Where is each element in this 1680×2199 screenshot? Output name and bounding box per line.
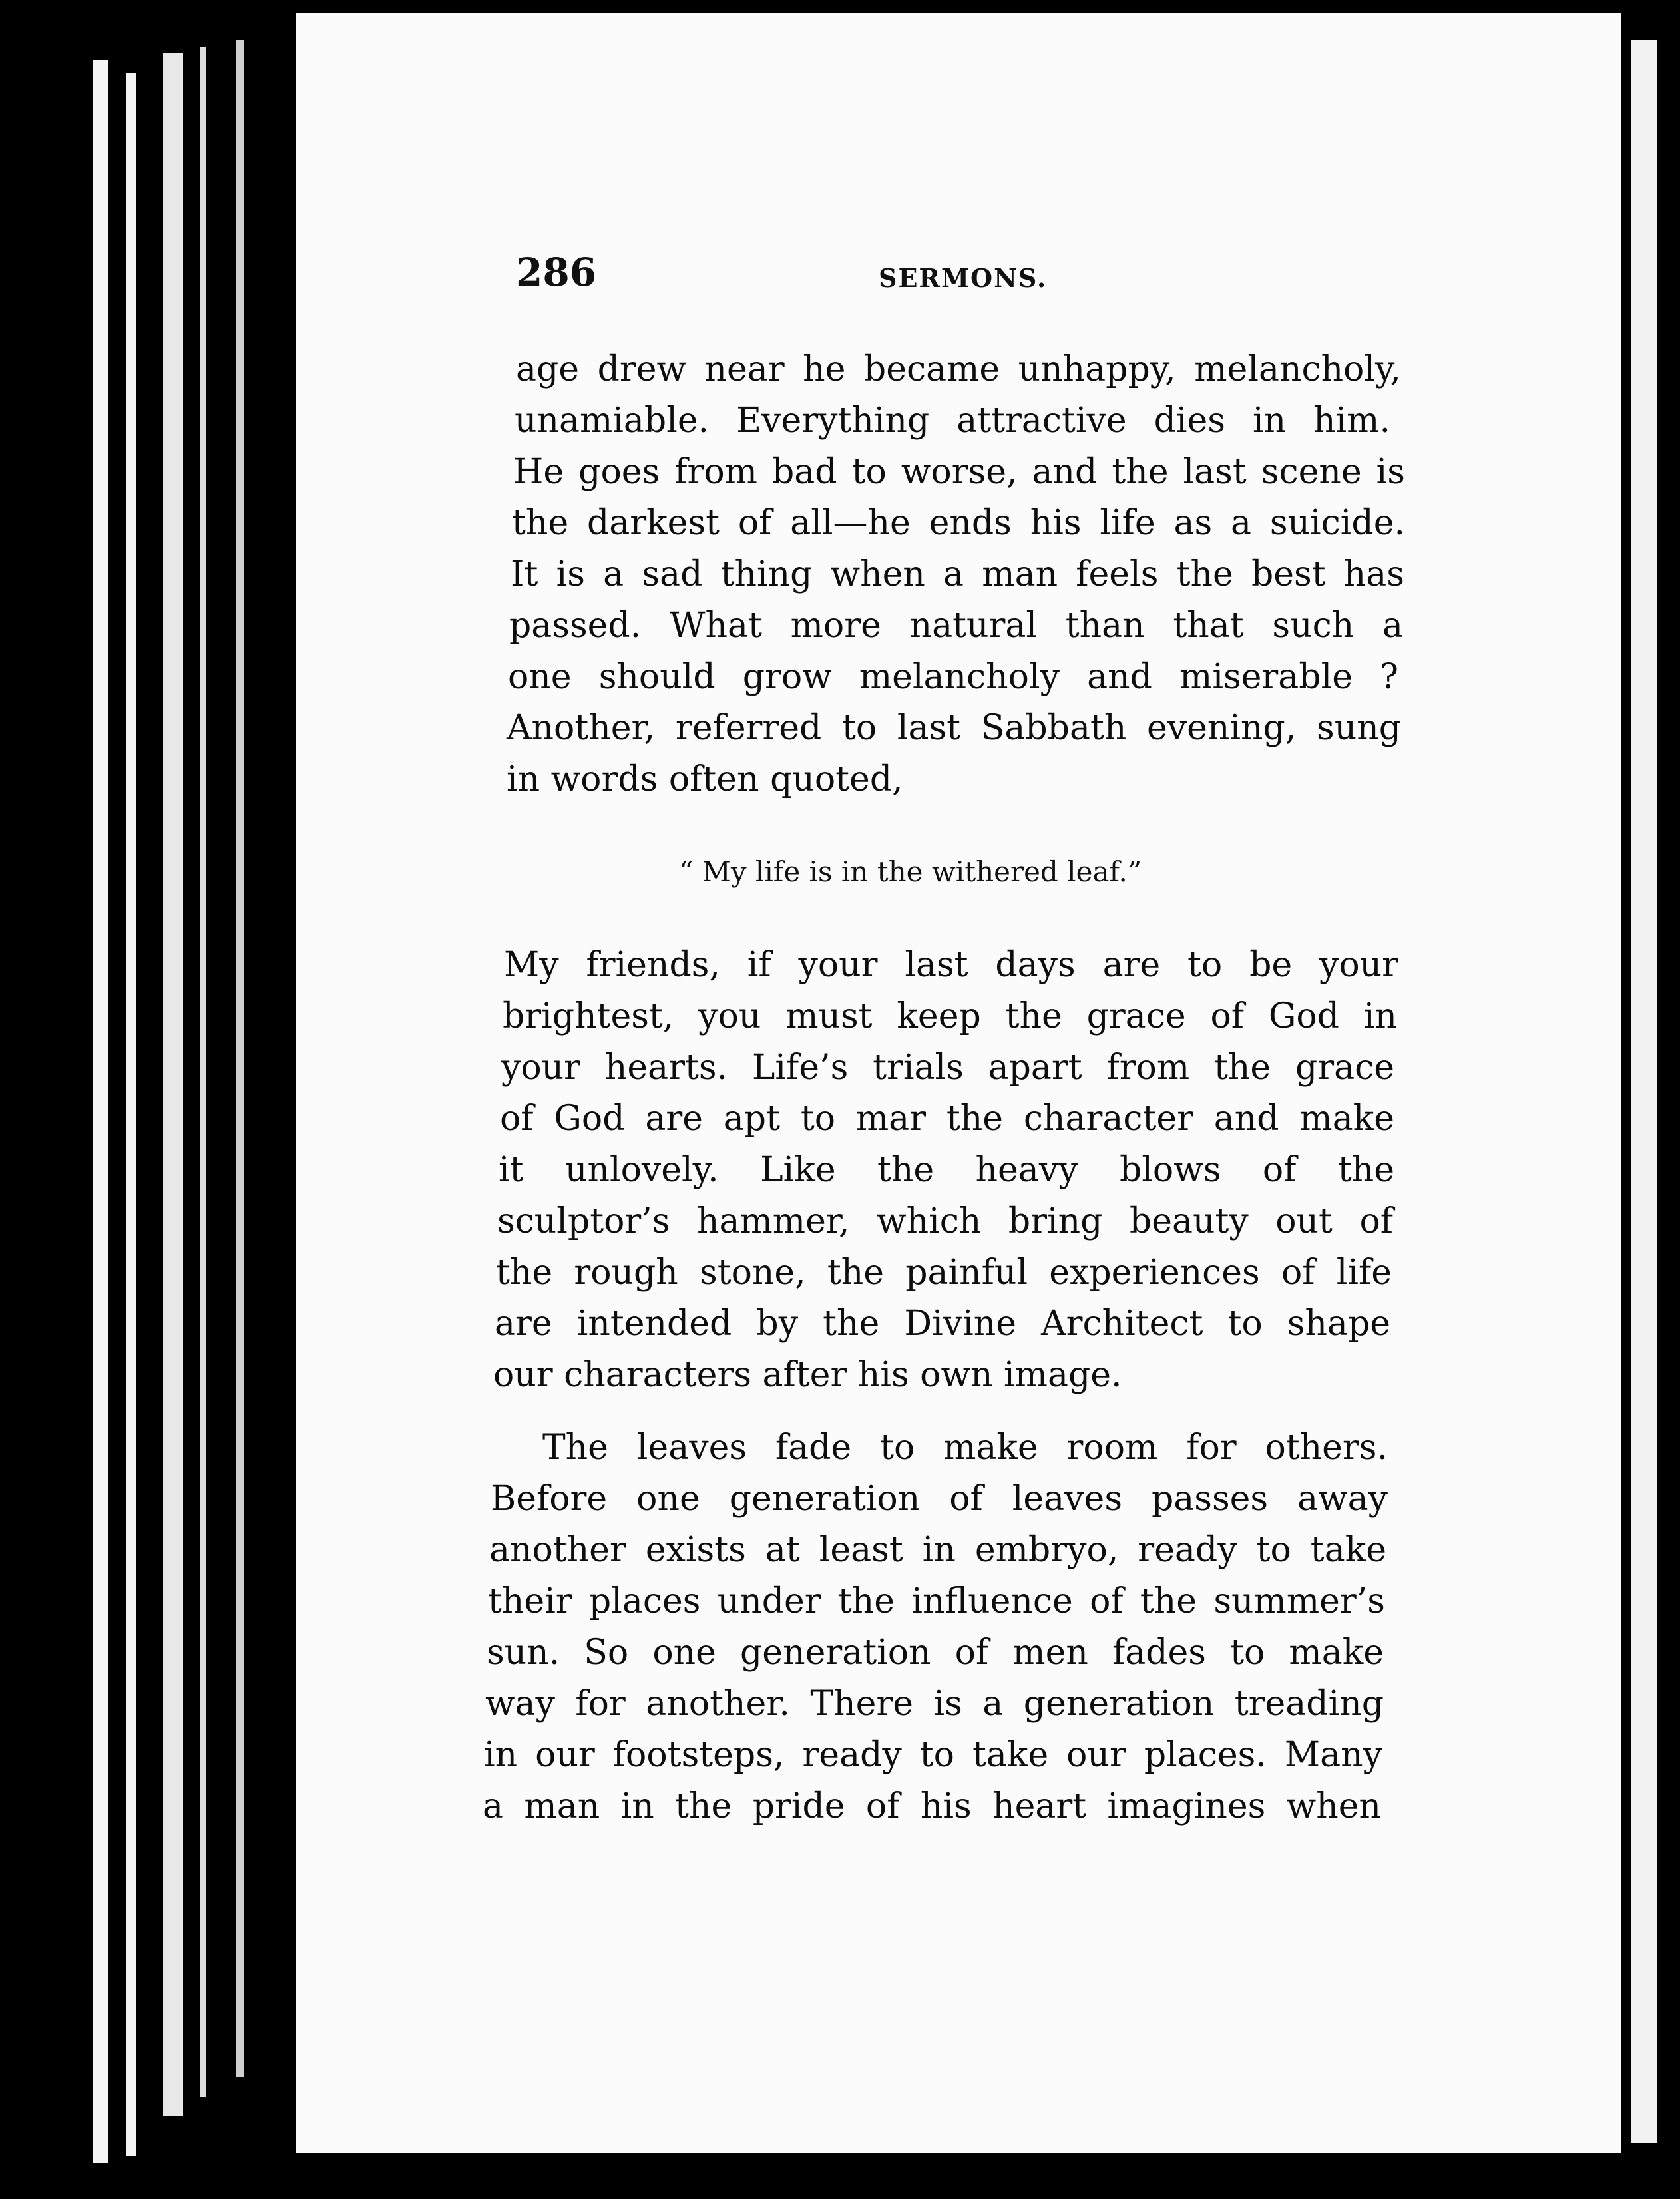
text-line: it unlovely. Like the heavy blows of the xyxy=(499,1150,1394,1190)
text-line: My friends, if your last days are to be your xyxy=(504,945,1398,985)
text-line: in our footsteps, ready to take our places. Many xyxy=(484,1735,1382,1775)
text-line: the rough stone, the painful experiences of life xyxy=(496,1253,1392,1293)
text-line: are intended by the Divine Architect to shape xyxy=(495,1304,1390,1344)
text-line: the darkest of all—he ends his life as a suicide. xyxy=(512,503,1405,543)
text-line: brightest, you must keep the grace of God in xyxy=(503,996,1397,1036)
text-line: of God are apt to mar the character and make xyxy=(500,1099,1394,1139)
quotation: “ My life is in the withered leaf.” xyxy=(679,855,1142,888)
page-edge xyxy=(200,47,206,2097)
text-line: way for another. There is a generation treading xyxy=(485,1684,1384,1724)
page-edge xyxy=(163,53,183,2116)
facing-page-edge xyxy=(1631,40,1657,2143)
text-line: passed. What more natural than that such a xyxy=(509,606,1403,646)
text-line: Before one generation of leaves passes away xyxy=(491,1479,1388,1519)
text-line: one should grow melancholy and miserable ? xyxy=(508,657,1398,697)
text-line: unamiable. Everything attractive dies in him. xyxy=(515,401,1390,441)
text-line: in words often quoted, xyxy=(507,759,903,799)
page-edge xyxy=(126,73,136,2156)
text-line: our characters after his own image. xyxy=(493,1355,1122,1395)
page-edge xyxy=(236,40,244,2077)
text-line: their places under the influence of the summer’s xyxy=(488,1581,1385,1621)
text-line: It is a sad thing when a man feels the best has xyxy=(511,554,1404,594)
body-text xyxy=(296,13,1621,2153)
text-line: The leaves fade to make room for others. xyxy=(542,1428,1388,1468)
text-line: sculptor’s hammer, which bring beauty out of xyxy=(497,1201,1393,1241)
text-line: Another, referred to last Sabbath evening, sung xyxy=(507,708,1401,748)
text-line: your hearts. Life’s trials apart from the grace xyxy=(501,1048,1394,1088)
text-line: another exists at least in embryo, ready to take xyxy=(489,1530,1386,1570)
text-line: a man in the pride of his heart imagines when xyxy=(483,1786,1381,1826)
text-line: sun. So one generation of men fades to make xyxy=(487,1633,1384,1673)
running-head: SERMONS. xyxy=(879,263,1048,293)
text-line: He goes from bad to worse, and the last scene is xyxy=(513,452,1405,492)
page-number: 286 xyxy=(516,250,597,295)
page-edge xyxy=(93,60,108,2163)
book-page xyxy=(296,13,1621,2153)
text-line: age drew near he became unhappy, melancholy, xyxy=(516,349,1401,389)
